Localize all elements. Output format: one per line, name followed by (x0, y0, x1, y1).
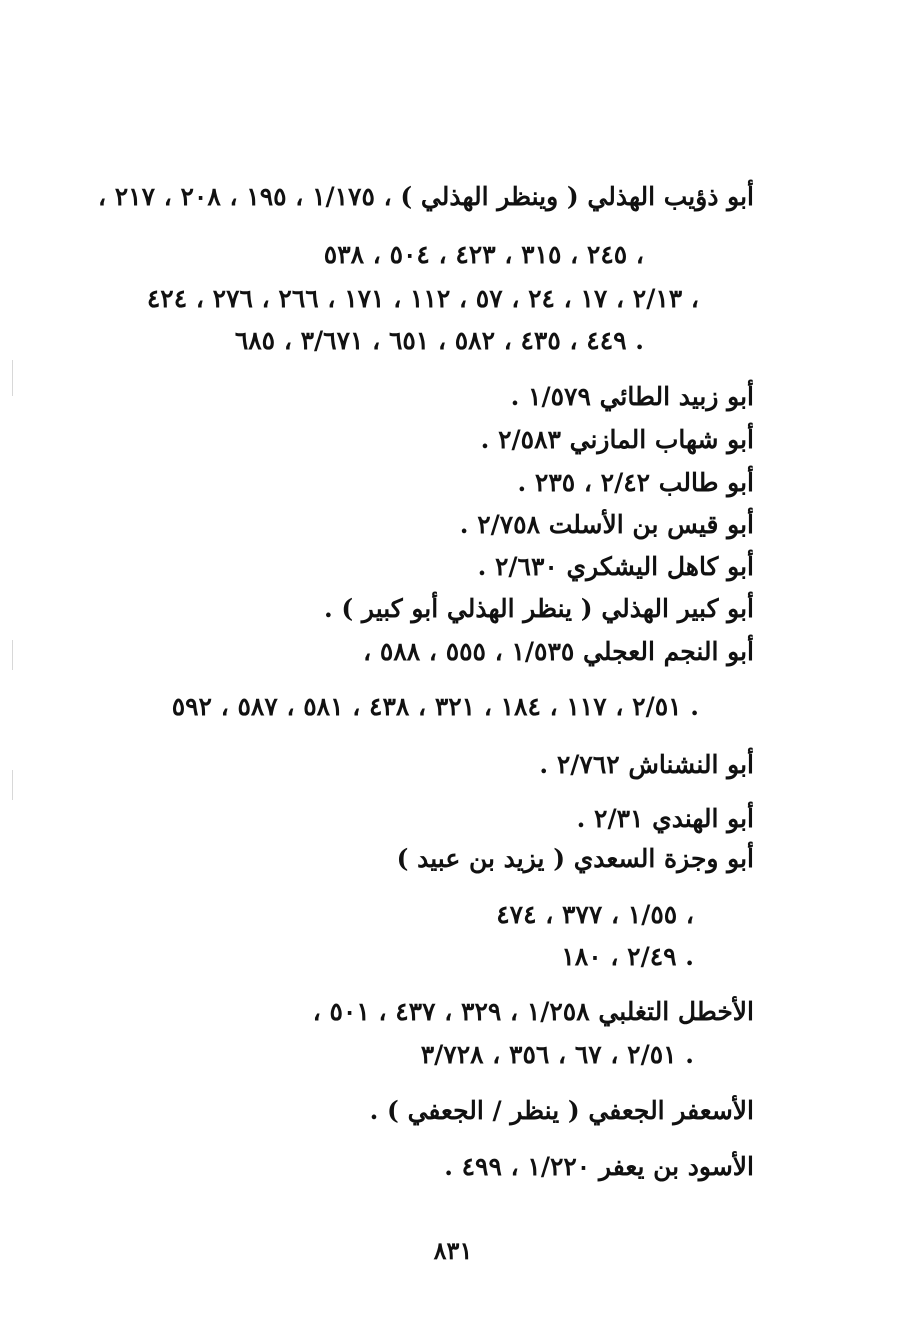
index-entry-line: أبو ذؤيب الهذلي ( وينظر الهذلي ) ، ١/١٧٥ ، ١٩٥ ، ٢٠٨ ، ٢١٧ ، (97, 182, 754, 211)
index-entry-line: أبو النشناش ٢/٧٦٢ . (539, 750, 754, 779)
index-entry-line: أبو قيس بن الأسلت ٢/٧٥٨ . (459, 510, 754, 539)
index-entry-line: أبو كاهل اليشكري ٢/٦٣٠ . (477, 552, 754, 581)
index-entry-line: ٢/٥١ ، ١١٧ ، ١٨٤ ، ٣٢١ ، ٤٣٨ ، ٥٨١ ، ٥٨٧ ، ٥٩٢ . (171, 692, 699, 721)
index-entry-line: أبو كبير الهذلي ( ينظر الهذلي أبو كبير ) . (323, 594, 754, 623)
index-entry-line: ٢/١٣ ، ١٧ ، ٢٤ ، ٥٧ ، ١١٢ ، ١٧١ ، ٢٦٦ ، ٢٧٦ ، ٤٢٤ ، (146, 284, 699, 313)
scan-edge-mark (12, 640, 13, 670)
index-entry-line: ٢/٤٩ ، ١٨٠ . (561, 942, 694, 971)
index-entry-line: أبو وجزة السعدي ( يزيد بن عبيد ) (396, 844, 754, 873)
index-entry-line: أبو شهاب المازني ٢/٥٨٣ . (480, 425, 754, 454)
index-entry-line: أبو زبيد الطائي ١/٥٧٩ . (510, 382, 754, 411)
index-entry-line: الأخطل التغلبي ١/٢٥٨ ، ٣٢٩ ، ٤٣٧ ، ٥٠١ ، (312, 997, 754, 1026)
index-entry-line: الأسود بن يعفر ١/٢٢٠ ، ٤٩٩ . (444, 1152, 754, 1181)
index-entry-line: أبو النجم العجلي ١/٥٣٥ ، ٥٥٥ ، ٥٨٨ ، (363, 637, 754, 666)
index-entry-line: ٤٤٩ ، ٤٣٥ ، ٥٨٢ ، ٦٥١ ، ٣/٦٧١ ، ٦٨٥ . (234, 326, 644, 355)
scan-edge-mark (12, 360, 13, 396)
page-number: ٨٣١ (433, 1236, 473, 1265)
index-entry-line: ١/٥٥ ، ٣٧٧ ، ٤٧٤ ، (496, 900, 694, 929)
index-entry-line: أبو طالب ٢/٤٢ ، ٢٣٥ . (517, 468, 754, 497)
index-entry-line: ٢/٥١ ، ٦٧ ، ٣٥٦ ، ٣/٧٢٨ . (420, 1040, 694, 1069)
index-entry-line: ٢٤٥ ، ٣١٥ ، ٤٢٣ ، ٥٠٤ ، ٥٣٨ ، (323, 240, 644, 269)
index-entry-line: أبو الهندي ٢/٣١ . (576, 804, 754, 833)
index-entry-line: الأسعفر الجعفي ( ينظر / الجعفي ) . (369, 1096, 754, 1125)
scan-edge-mark (12, 770, 13, 800)
